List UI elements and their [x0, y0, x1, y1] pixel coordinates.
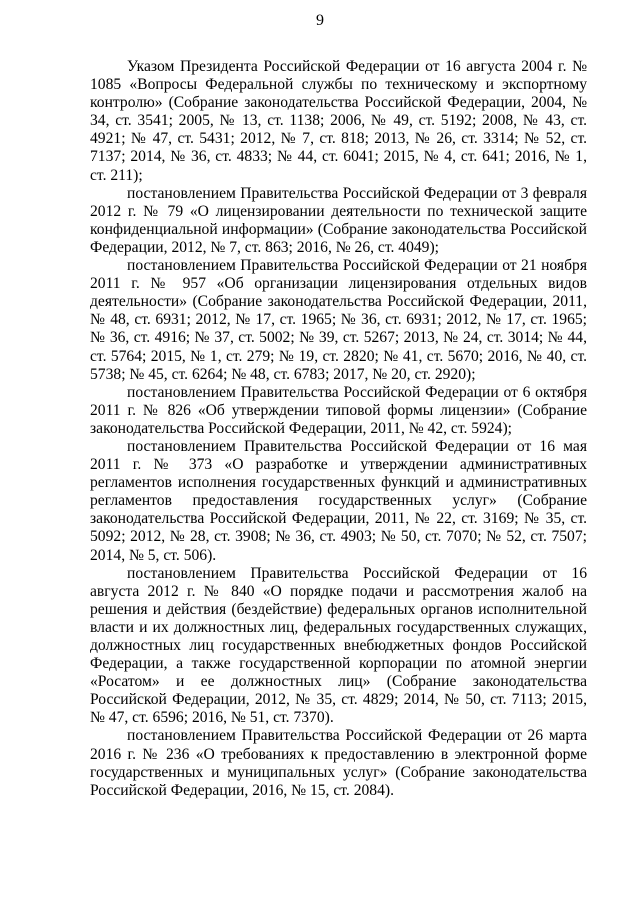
- paragraph-resolution-373: постановлением Правительства Российской Федерации от 16 мая 2011 г. № 373 «О разработке и утверждении административных регламентов исполнения государственных функций и административных регламентов предоставления государственных услуг» (Собрание законодательства Российской Федерации, 2011, № 22, ст. 3169; № 35, ст. 5092; 2012, № 28, ст. 3908; № 36, ст. 4903; № 50, ст. 7070; № 52, ст. 7507; 2014, № 5, ст. 506).: [90, 437, 587, 564]
- paragraph-resolution-840: постановлением Правительства Российской Федерации от 16 августа 2012 г. № 840 «О порядке подачи и рассмотрения жалоб на решения и действия (бездействие) федеральных органов исполнительной власти и их должностных лиц, федеральных государственных служащих, должностных лиц государственных внебюджетных фондов Российской Федерации, а также государственной корпорации по атомной энергии «Росатом» и ее должностных лиц» (Собрание законодательства Российской Федерации, 2012, № 35, ст. 4829; 2014, № 50, ст. 7113; 2015, № 47, ст. 6596; 2016, № 51, ст. 7370).: [90, 564, 587, 727]
- page-number: 9: [316, 12, 324, 29]
- paragraph-resolution-957: постановлением Правительства Российской Федерации от 21 ноября 2011 г. № 957 «Об организации лицензирования отдельных видов деятельности» (Собрание законодательства Российской Федерации, 2011, № 48, ст. 6931; 2012, № 17, ст. 1965; № 36, ст. 6931; 2012, № 17, ст. 1965; № 36, ст. 4916; № 37, ст. 5002; № 39, ст. 5267; 2013, № 24, ст. 3014; № 44, ст. 5764; 2015, № 1, ст. 279; № 19, ст. 2820; № 41, ст. 5670; 2016, № 40, ст. 5738; № 45, ст. 6264; № 48, ст. 6783; 2017, № 20, ст. 2920);: [90, 257, 587, 383]
- document-body: [90, 58, 587, 800]
- paragraph-resolution-826: постановлением Правительства Российской Федерации от 6 октября 2011 г. № 826 «Об утверждении типовой формы лицензии» (Собрание законодательства Российской Федерации, 2011, № 42, ст. 5924);: [90, 383, 587, 437]
- paragraph-resolution-79: постановлением Правительства Российской Федерации от 3 февраля 2012 г. № 79 «О лицензировании деятельности по технической защите конфиденциальной информации» (Собрание законодательства Российской Федерации, 2012, № 7, ст. 863; 2016, № 26, ст. 4049);: [90, 184, 587, 256]
- paragraph-presidential-decree: Указом Президента Российской Федерации от 16 августа 2004 г. № 1085 «Вопросы Федеральной службы по техническому и экспортному контролю» (Собрание законодательства Российской Федерации, 2004, № 34, ст. 3541; 2005, № 13, ст. 1138; 2006, № 49, ст. 5192; 2008, № 43, ст. 4921; № 47, ст. 5431; 2012, № 7, ст. 818; 2013, № 26, ст. 3314; № 52, ст. 7137; 2014, № 36, ст. 4833; № 44, ст. 6041; 2015, № 4, ст. 641; 2016, № 1, ст. 211);: [90, 58, 587, 184]
- paragraph-resolution-236: постановлением Правительства Российской Федерации от 26 марта 2016 г. № 236 «О требованиях к предоставлению в электронной форме государственных и муниципальных услуг» (Собрание законодательства Российской Федерации, 2016, № 15, ст. 2084).: [90, 727, 587, 799]
